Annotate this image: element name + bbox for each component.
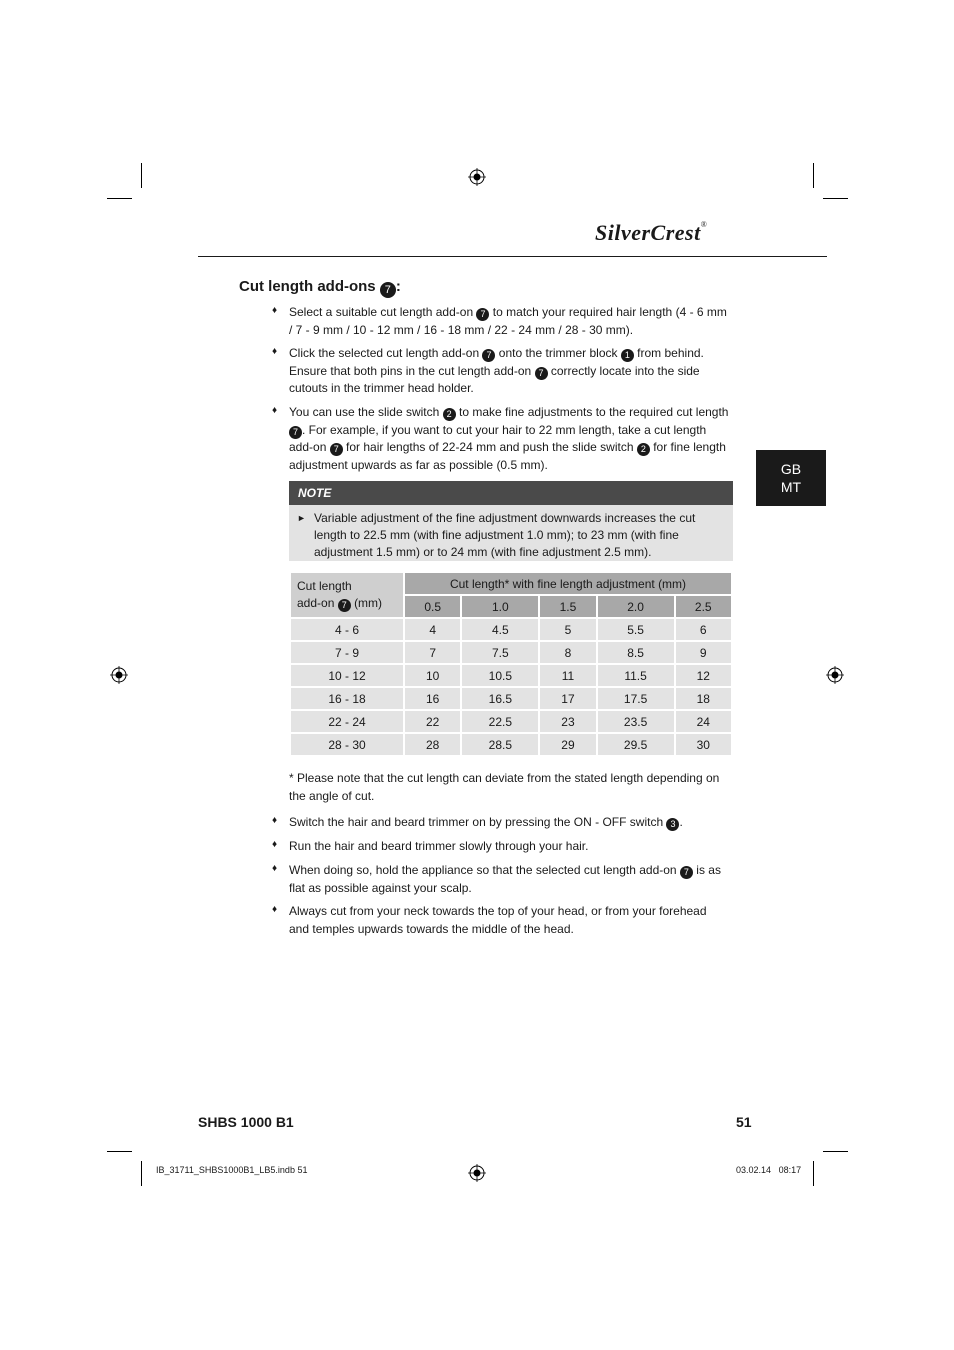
page-number: 51 xyxy=(736,1114,752,1130)
list-item xyxy=(289,814,729,832)
list-item xyxy=(289,903,729,938)
language-tab-gb: GB xyxy=(780,461,802,477)
list-item-text: Run the hair and beard trimmer slowly through your hair. xyxy=(289,839,589,853)
crop-mark xyxy=(107,1151,132,1152)
ref-number-icon: 1 xyxy=(621,349,634,362)
crop-mark xyxy=(141,163,142,188)
section-title-suffix: : xyxy=(395,278,401,295)
table-cell: 22 xyxy=(404,710,461,733)
table-column-header: 1.0 xyxy=(461,595,539,618)
table-cell: 29.5 xyxy=(597,733,675,756)
table-column-header: 1.5 xyxy=(539,595,596,618)
list-item-text: for fine length adjustment upwards as far as possible (0.5 mm). xyxy=(289,440,726,472)
slug-file: IB_31711_SHBS1000B1_LB5.indb 51 xyxy=(156,1165,308,1175)
footer-model: SHBS 1000 B1 xyxy=(198,1114,294,1130)
list-item-text: Click the selected cut length add-on xyxy=(289,346,483,360)
table-row-label: 28 - 30 xyxy=(290,733,404,756)
bullet-diamond-icon: ♦ xyxy=(272,405,278,416)
row-header-line1: Cut length xyxy=(297,579,352,593)
table-row-label: 7 - 9 xyxy=(290,641,404,664)
list-item xyxy=(289,345,729,398)
crop-mark xyxy=(813,163,814,188)
row-header-line2: add-on xyxy=(297,596,335,610)
table-row-label: 10 - 12 xyxy=(290,664,404,687)
ref-number-icon: 3 xyxy=(666,818,679,831)
list-item xyxy=(289,404,729,474)
bullet-diamond-icon: ♦ xyxy=(272,863,278,874)
table-cell: 8 xyxy=(539,641,596,664)
ref-number-icon: 7 xyxy=(380,282,396,298)
table-cell: 16 xyxy=(404,687,461,710)
ref-number-icon: 2 xyxy=(637,443,650,456)
list-item xyxy=(289,838,729,856)
list-item-text: from behind. Ensure that both pins in the cut length add-on xyxy=(289,346,704,378)
table-row xyxy=(290,733,732,756)
table-cell: 28 xyxy=(404,733,461,756)
table-row-label: 16 - 18 xyxy=(290,687,404,710)
bullet-diamond-icon: ♦ xyxy=(272,815,278,826)
language-tab-mt: MT xyxy=(780,479,802,495)
bullet-diamond-icon: ♦ xyxy=(272,839,278,850)
table-cell: 5 xyxy=(539,618,596,641)
ref-number-icon: 7 xyxy=(338,599,351,612)
table-cell: 17 xyxy=(539,687,596,710)
registration-mark-icon xyxy=(468,168,486,186)
ref-number-icon: 7 xyxy=(289,426,302,439)
list-item-text: Switch the hair and beard trimmer on by pressing the ON - OFF switch xyxy=(289,815,667,829)
list-item xyxy=(289,304,729,339)
list-item-text: Always cut from your neck towards the top of your head, or from your forehead and temples upwards towards the middle of the head. xyxy=(289,904,707,936)
bullet-diamond-icon: ♦ xyxy=(272,305,278,316)
language-tab xyxy=(756,450,826,506)
table-row-label: 4 - 6 xyxy=(290,618,404,641)
row-header-unit: (mm) xyxy=(354,596,383,610)
list-item-text: is as flat as possible against your scalp. xyxy=(289,863,721,895)
table-cell: 7.5 xyxy=(461,641,539,664)
table-cell: 4 xyxy=(404,618,461,641)
note-body xyxy=(289,505,733,561)
brand-logo xyxy=(595,220,707,246)
table-cell: 29 xyxy=(539,733,596,756)
table-cell: 18 xyxy=(675,687,732,710)
note-text: Variable adjustment of the fine adjustment downwards increases the cut length to 22.5 mm (with fine adjustment 1.0 mm); to 23 mm (with fine adjustment 1.5 mm) or to 24 mm (with fine adjustment 2.5 mm). xyxy=(314,511,696,559)
list-item-text: . For example, if you want to cut your hair to 22 mm length, take a cut length add-on xyxy=(289,422,707,454)
table-column-header: 2.0 xyxy=(597,595,675,618)
table-cell: 10 xyxy=(404,664,461,687)
table-cell: 5.5 xyxy=(597,618,675,641)
note-title: NOTE xyxy=(289,481,733,505)
table-cell: 11 xyxy=(539,664,596,687)
section-title xyxy=(239,278,401,298)
cut-length-table xyxy=(289,571,733,757)
list-item-text: Select a suitable cut length add-on xyxy=(289,305,477,319)
slug-datetime xyxy=(736,1165,801,1175)
table-row xyxy=(290,641,732,664)
table-row xyxy=(290,618,732,641)
note-box xyxy=(289,481,733,561)
ref-number-icon: 2 xyxy=(443,408,456,421)
ref-number-icon: 7 xyxy=(535,367,548,380)
registration-mark-icon xyxy=(468,1164,486,1182)
table-column-header: 0.5 xyxy=(404,595,461,618)
list-item-text: for hair lengths of 22-24 mm and push the slide switch xyxy=(342,440,637,454)
crop-mark xyxy=(107,198,132,199)
slug-time: 08:17 xyxy=(778,1165,802,1175)
table-group-header: Cut length* with fine length adjustment (mm) xyxy=(404,572,732,595)
table-cell: 24 xyxy=(675,710,732,733)
table-row-label: 22 - 24 xyxy=(290,710,404,733)
list-item-text: onto the trimmer block xyxy=(495,346,621,360)
bullet-diamond-icon: ♦ xyxy=(272,346,278,357)
table-column-header: 2.5 xyxy=(675,595,732,618)
ref-number-icon: 7 xyxy=(680,866,693,879)
table-body xyxy=(290,618,732,756)
table-cell: 6 xyxy=(675,618,732,641)
table-cell: 9 xyxy=(675,641,732,664)
table-cell: 30 xyxy=(675,733,732,756)
table-cell: 17.5 xyxy=(597,687,675,710)
ref-number-icon: 7 xyxy=(482,349,495,362)
table-cell: 8.5 xyxy=(597,641,675,664)
section-title-text: Cut length add-ons xyxy=(239,278,376,295)
table-row xyxy=(290,687,732,710)
table-cell: 22.5 xyxy=(461,710,539,733)
table-row-header xyxy=(290,572,404,618)
crop-mark xyxy=(823,1151,848,1152)
list-item-text: to make fine adjustments to the required cut length xyxy=(455,405,729,419)
list-item xyxy=(289,862,729,897)
header-rule xyxy=(198,256,827,257)
table-cell: 28.5 xyxy=(461,733,539,756)
brand-logo-text: SilverCrest xyxy=(595,220,701,245)
table-cell: 11.5 xyxy=(597,664,675,687)
table-row xyxy=(290,664,732,687)
list-item-text: to match your required hair length (4 - 6 mm / 7 - 9 mm / 10 - 12 mm / 16 - 18 mm / 22 - 24 mm / 28 - 30 mm). xyxy=(289,305,727,337)
table-cell: 7 xyxy=(404,641,461,664)
bullet-diamond-icon: ♦ xyxy=(272,904,278,915)
table-cell: 12 xyxy=(675,664,732,687)
list-item-text: You can use the slide switch xyxy=(289,405,443,419)
table-cell: 16.5 xyxy=(461,687,539,710)
crop-mark xyxy=(141,1161,142,1186)
registered-mark: ® xyxy=(700,220,708,229)
slug-date: 03.02.14 xyxy=(736,1165,772,1175)
footnote: * Please note that the cut length can deviate from the stated length depending on the angle of cut. xyxy=(289,771,720,803)
table-cell: 23 xyxy=(539,710,596,733)
table-cell: 4.5 xyxy=(461,618,539,641)
table-cell: 23.5 xyxy=(597,710,675,733)
crop-mark xyxy=(813,1161,814,1186)
crop-mark xyxy=(823,198,848,199)
table-cell: 10.5 xyxy=(461,664,539,687)
list-item-text: correctly locate into the side cutouts in the trimmer head holder. xyxy=(289,363,700,395)
list-item-text: . xyxy=(679,815,683,829)
arrow-right-icon: ► xyxy=(297,513,306,523)
list-item-text: When doing so, hold the appliance so that the selected cut length add-on xyxy=(289,863,680,877)
ref-number-icon: 7 xyxy=(476,308,489,321)
ref-number-icon: 7 xyxy=(330,443,343,456)
table-row xyxy=(290,710,732,733)
registration-mark-icon xyxy=(110,666,128,684)
registration-mark-icon xyxy=(826,666,844,684)
